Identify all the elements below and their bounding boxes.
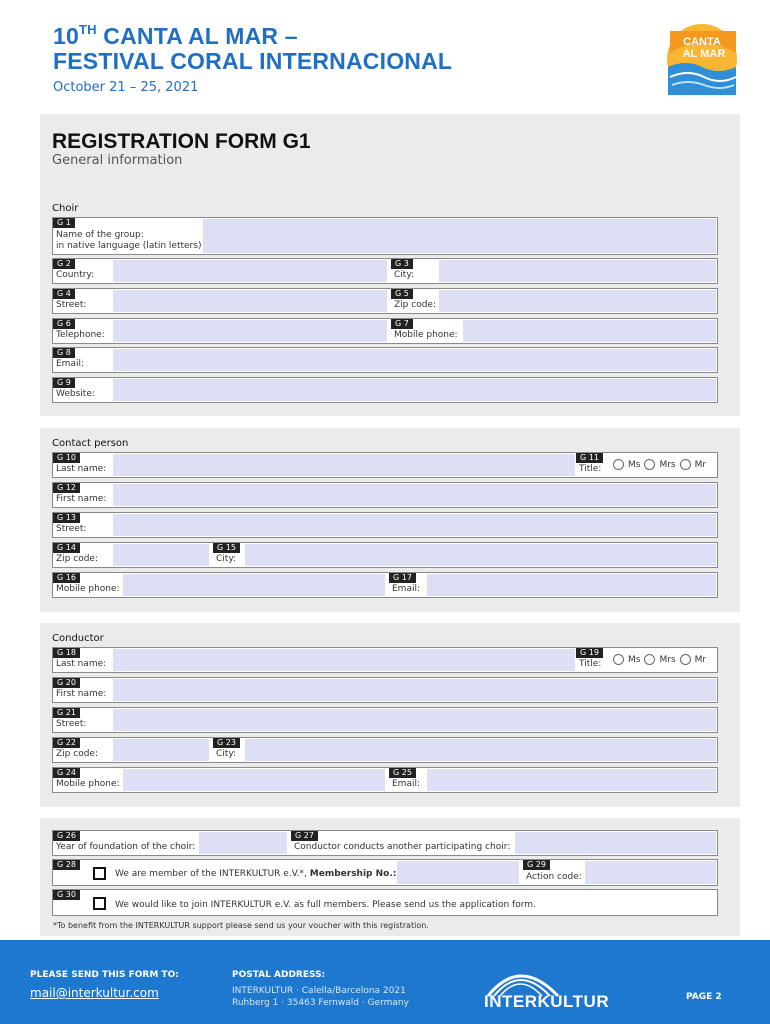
field-label: Telephone: [56,330,105,340]
field-code: G 22 [53,738,80,748]
festival-date: October 21 – 25, 2021 [53,80,199,95]
zip-input[interactable] [439,290,716,312]
conductor-firstname-input[interactable] [113,679,716,701]
email-row [52,347,718,373]
field-label: Street: [56,524,87,534]
field-code: G 12 [53,483,80,493]
radio-ms[interactable] [613,459,624,470]
field-label: Mobile phone: [56,779,120,789]
postal-address-line1: INTERKULTUR · Calella/Barcelona 2021 [232,986,406,996]
contact-lastname-row [52,452,718,478]
contact-firstname-row [52,482,718,508]
radio-mrs[interactable] [644,654,655,665]
field-label: in native language (latin letters) [56,241,202,251]
radio-mr[interactable] [680,459,691,470]
field-label: Title: [579,659,602,669]
street-zip-row [52,288,718,314]
conductor-email-input[interactable] [427,769,716,791]
field-code: G 24 [53,768,80,778]
field-label: Email: [392,779,421,789]
field-label: First name: [56,494,107,504]
field-code: G 15 [213,543,240,553]
email-link[interactable]: mail@interkultur.com [30,986,159,1000]
email-input[interactable] [113,349,716,371]
field-code: G 9 [53,378,75,388]
conductor-phone-email-row [52,767,718,793]
field-code: G 26 [53,831,80,841]
conductor-zip-city-row [52,737,718,763]
field-code: G 17 [389,573,416,583]
conductor-city-input[interactable] [245,739,716,761]
conductor-title-options: Ms Mrs Mr [613,654,706,665]
contact-street-row [52,512,718,538]
field-code: G 10 [53,453,80,463]
field-code: G 4 [53,289,75,299]
choir-name-input[interactable] [203,219,716,253]
field-label: Email: [392,584,421,594]
contact-firstname-input[interactable] [113,484,716,506]
field-code: G 7 [391,319,413,329]
city-input[interactable] [439,260,716,282]
website-row [52,377,718,403]
radio-ms[interactable] [613,654,624,665]
conductor-street-input[interactable] [113,709,716,731]
field-code: G 25 [389,768,416,778]
field-code: G 6 [53,319,75,329]
send-form-heading: PLEASE SEND THIS FORM TO: [30,970,179,980]
postal-address-line2: Ruhberg 1 · 35463 Fernwald · Germany [232,998,409,1008]
membership-checkbox[interactable] [93,867,106,880]
field-code: G 19 [576,648,603,658]
country-input[interactable] [113,260,387,282]
form-title: REGISTRATION FORM G1 [52,130,311,153]
field-code: G 2 [53,259,75,269]
field-label: Website: [56,389,95,399]
field-label: Street: [56,719,87,729]
conductor-lastname-row [52,647,718,673]
field-label: Last name: [56,659,107,669]
field-label: Year of foundation of the choir: [56,842,196,852]
field-label: City: [216,749,237,759]
field-code: G 13 [53,513,80,523]
join-text: We would like to join INTERKULTUR e.V. as full members. Please send us the application form. [115,900,536,910]
field-code: G 27 [291,831,318,841]
conductor-street-row [52,707,718,733]
membership-row [52,859,718,886]
choir-section-label: Choir [52,203,79,214]
contact-phone-email-row [52,572,718,598]
phone-row [52,318,718,344]
membership-text: We are member of the INTERKULTUR e.V.*, Membership No.: [115,869,397,879]
field-code: G 29 [523,860,550,870]
field-label: Email: [56,359,85,369]
postal-address-heading: POSTAL ADDRESS: [232,970,326,980]
field-label: Zip code: [56,554,98,564]
festival-title-line2: FESTIVAL CORAL INTERNACIONAL [53,48,453,74]
radio-mrs[interactable] [644,459,655,470]
festival-title-line1: 10TH CANTA AL MAR – [53,22,298,49]
contact-section-label: Contact person [52,438,129,449]
field-code: G 20 [53,678,80,688]
field-code: G 3 [391,259,413,269]
conductor-mobile-input[interactable] [123,769,385,791]
conductor-lastname-input[interactable] [113,649,575,671]
join-row [52,889,718,916]
action-code-input[interactable] [585,861,716,884]
field-label: Action code: [526,872,582,882]
form-subtitle: General information [52,153,183,168]
field-label: Name of the group: [56,230,144,240]
join-checkbox[interactable] [93,897,106,910]
contact-lastname-input[interactable] [113,454,575,476]
contact-zip-input[interactable] [113,544,209,566]
page-header [0,0,770,112]
field-label: Last name: [56,464,107,474]
field-code: G 5 [391,289,413,299]
field-code: G 23 [213,738,240,748]
street-input[interactable] [113,290,387,312]
contact-city-input[interactable] [245,544,716,566]
footnote: *To benefit from the INTERKULTUR support please send us your voucher with this registration. [53,921,429,930]
field-label: Zip code: [394,300,436,310]
radio-mr[interactable] [680,654,691,665]
field-code: G 8 [53,348,75,358]
telephone-input[interactable] [113,320,387,342]
field-label: City: [394,270,415,280]
conductor-zip-input[interactable] [113,739,209,761]
field-code: G 28 [53,860,80,870]
field-label: Zip code: [56,749,98,759]
foundation-row [52,830,718,856]
choir-name-row [52,217,718,255]
membership-number-input[interactable] [397,861,519,884]
page-number: PAGE 2 [686,992,722,1002]
field-label: First name: [56,689,107,699]
contact-email-input[interactable] [427,574,716,596]
field-code: G 30 [53,890,80,900]
field-label: Title: [579,464,602,474]
canta-al-mar-logo [666,23,738,95]
interkultur-logo-text: INTERKULTUR [484,992,610,1011]
foundation-year-input[interactable] [199,832,287,854]
field-code: G 16 [53,573,80,583]
conductor-section-label: Conductor [52,633,104,644]
field-code: G 14 [53,543,80,553]
field-code: G 21 [53,708,80,718]
svg-text:AL MAR: AL MAR [682,48,726,60]
contact-mobile-input[interactable] [123,574,385,596]
contact-title-options: Ms Mrs Mr [613,459,706,470]
field-label: Conductor conducts another participating choir: [294,842,511,852]
field-code: G 1 [53,218,75,228]
mobile-phone-input[interactable] [463,320,716,342]
field-label: Mobile phone: [394,330,458,340]
field-code: G 11 [576,453,603,463]
conductor-firstname-row [52,677,718,703]
page-footer [0,940,770,1024]
field-code: G 18 [53,648,80,658]
contact-street-input[interactable] [113,514,716,536]
field-label: Mobile phone: [56,584,120,594]
field-label: City: [216,554,237,564]
website-input[interactable] [113,379,716,401]
svg-text:CANTA: CANTA [683,36,721,48]
country-city-row [52,258,718,284]
field-label: Street: [56,300,87,310]
contact-zip-city-row [52,542,718,568]
field-label: Country: [56,270,95,280]
other-choir-input[interactable] [515,832,716,854]
